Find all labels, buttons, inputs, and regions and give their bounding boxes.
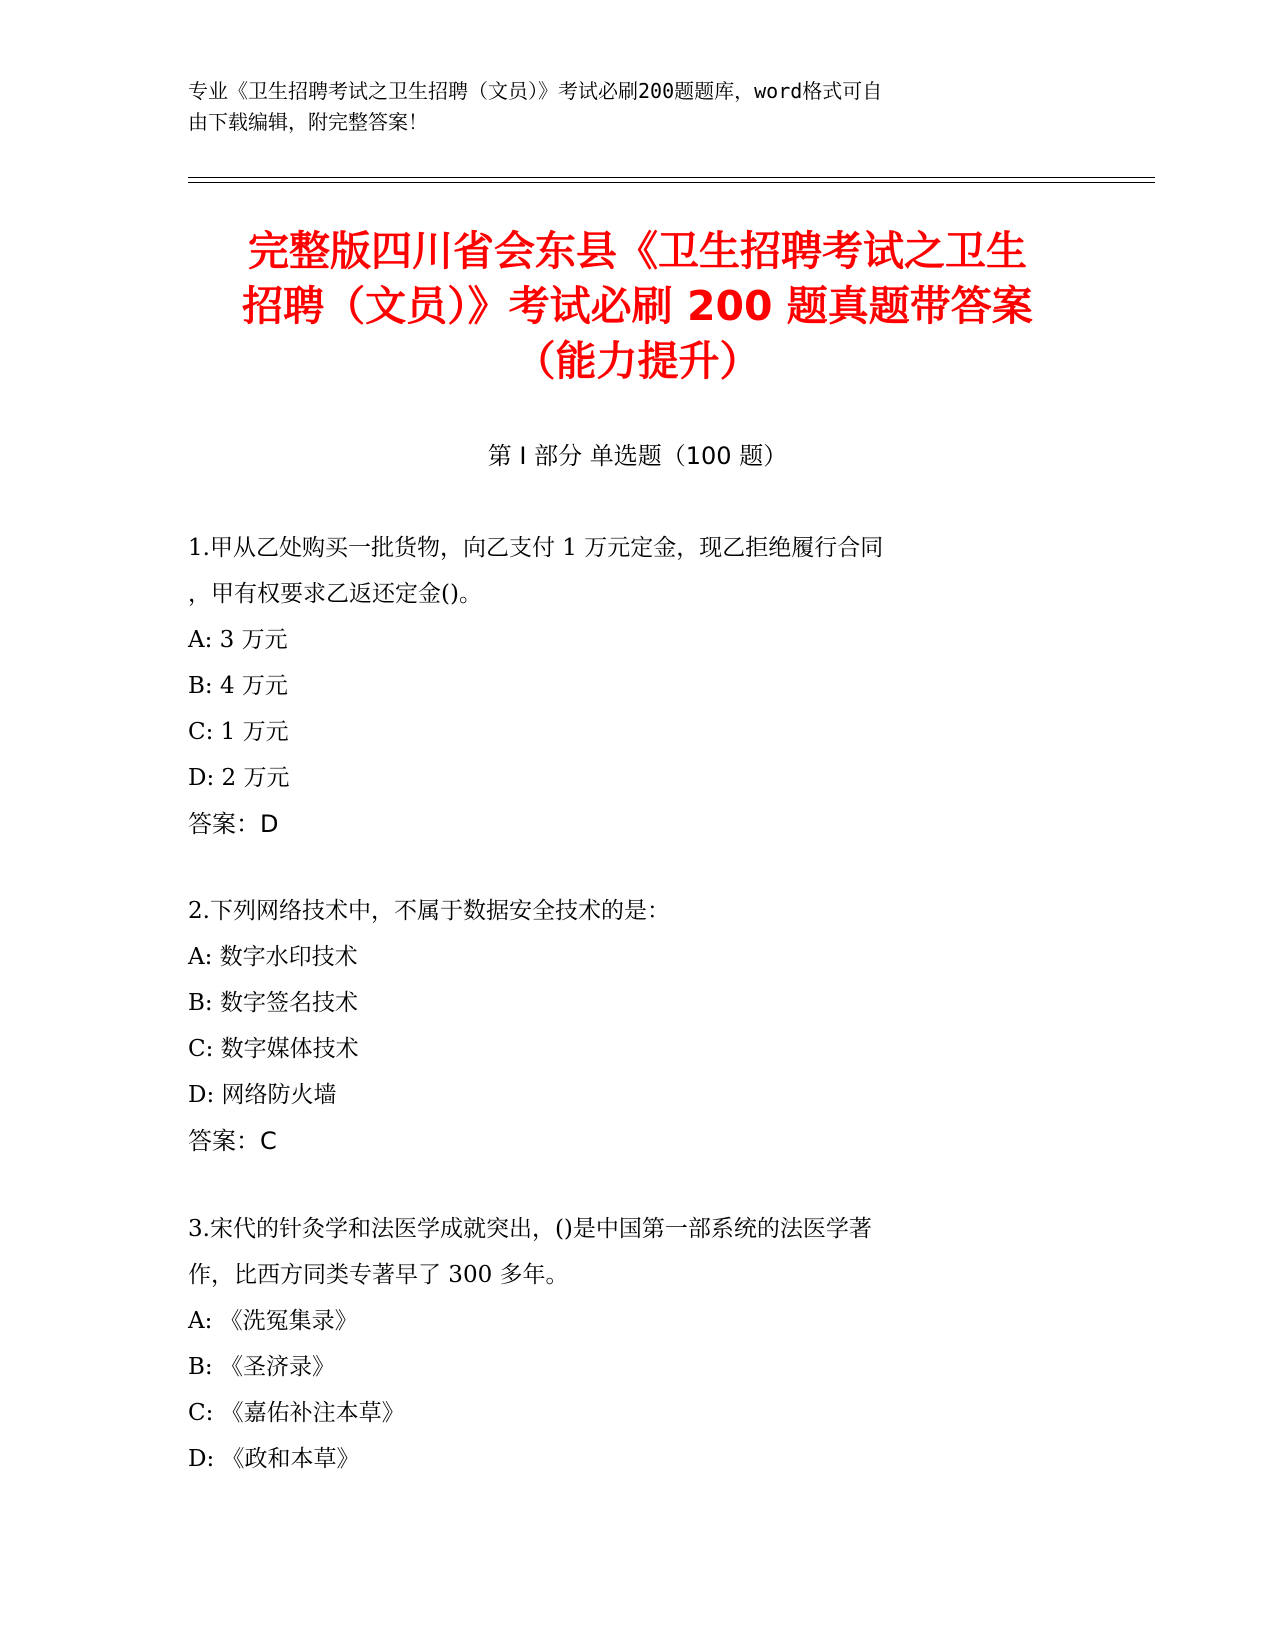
header-note: [188, 76, 1068, 138]
option-d: D: 2 万元: [188, 765, 290, 791]
header-note-line-1: 专业《卫生招聘考试之卫生招聘（文员）》考试必刷200题题库，word格式可自: [188, 79, 883, 103]
document-title-line-1: 完整版四川省会东县《卫生招聘考试之卫生: [248, 227, 1027, 275]
question-stem-line: 作，比西方同类专著早了 300 多年。: [188, 1262, 569, 1288]
question-stem-line: 1.甲从乙处购买一批货物，向乙支付 1 万元定金，现乙拒绝履行合同: [188, 535, 884, 561]
header-divider-top: [188, 177, 1155, 178]
option-a: A: 3 万元: [188, 627, 288, 653]
answer: 答案：C: [188, 1127, 277, 1155]
option-a: A: 数字水印技术: [188, 944, 358, 970]
question-2: [188, 888, 1068, 1164]
option-c: C: 1 万元: [188, 719, 289, 745]
question-stem-line: 3.宋代的针灸学和法医学成就突出，()是中国第一部系统的法医学著: [188, 1216, 872, 1242]
document-title-line-2: 招聘（文员）》考试必刷 200 题真题带答案: [242, 282, 1033, 330]
section-title: 第 I 部分 单选题（100 题）: [487, 442, 788, 470]
document-title: [160, 224, 1115, 389]
option-d: D: 网络防火墙: [188, 1082, 337, 1108]
option-c: C: 《嘉佑补注本草》: [188, 1400, 405, 1426]
question-stem-line: ，甲有权要求乙返还定金()。: [188, 581, 482, 607]
answer: 答案：D: [188, 810, 279, 838]
option-b: B: 4 万元: [188, 673, 288, 699]
header-divider-bottom: [188, 182, 1155, 183]
option-b: B: 数字签名技术: [188, 990, 358, 1016]
option-b: B: 《圣济录》: [188, 1354, 335, 1380]
option-c: C: 数字媒体技术: [188, 1036, 359, 1062]
document-title-line-3: （能力提升）: [514, 337, 761, 385]
header-note-line-2: 由下载编辑，附完整答案！: [188, 110, 428, 134]
option-a: A: 《洗冤集录》: [188, 1308, 358, 1334]
question-stem-line: 2.下列网络技术中，不属于数据安全技术的是：: [188, 898, 670, 924]
question-3: [188, 1206, 1068, 1482]
question-1: [188, 525, 1068, 847]
option-d: D: 《政和本草》: [188, 1446, 360, 1472]
